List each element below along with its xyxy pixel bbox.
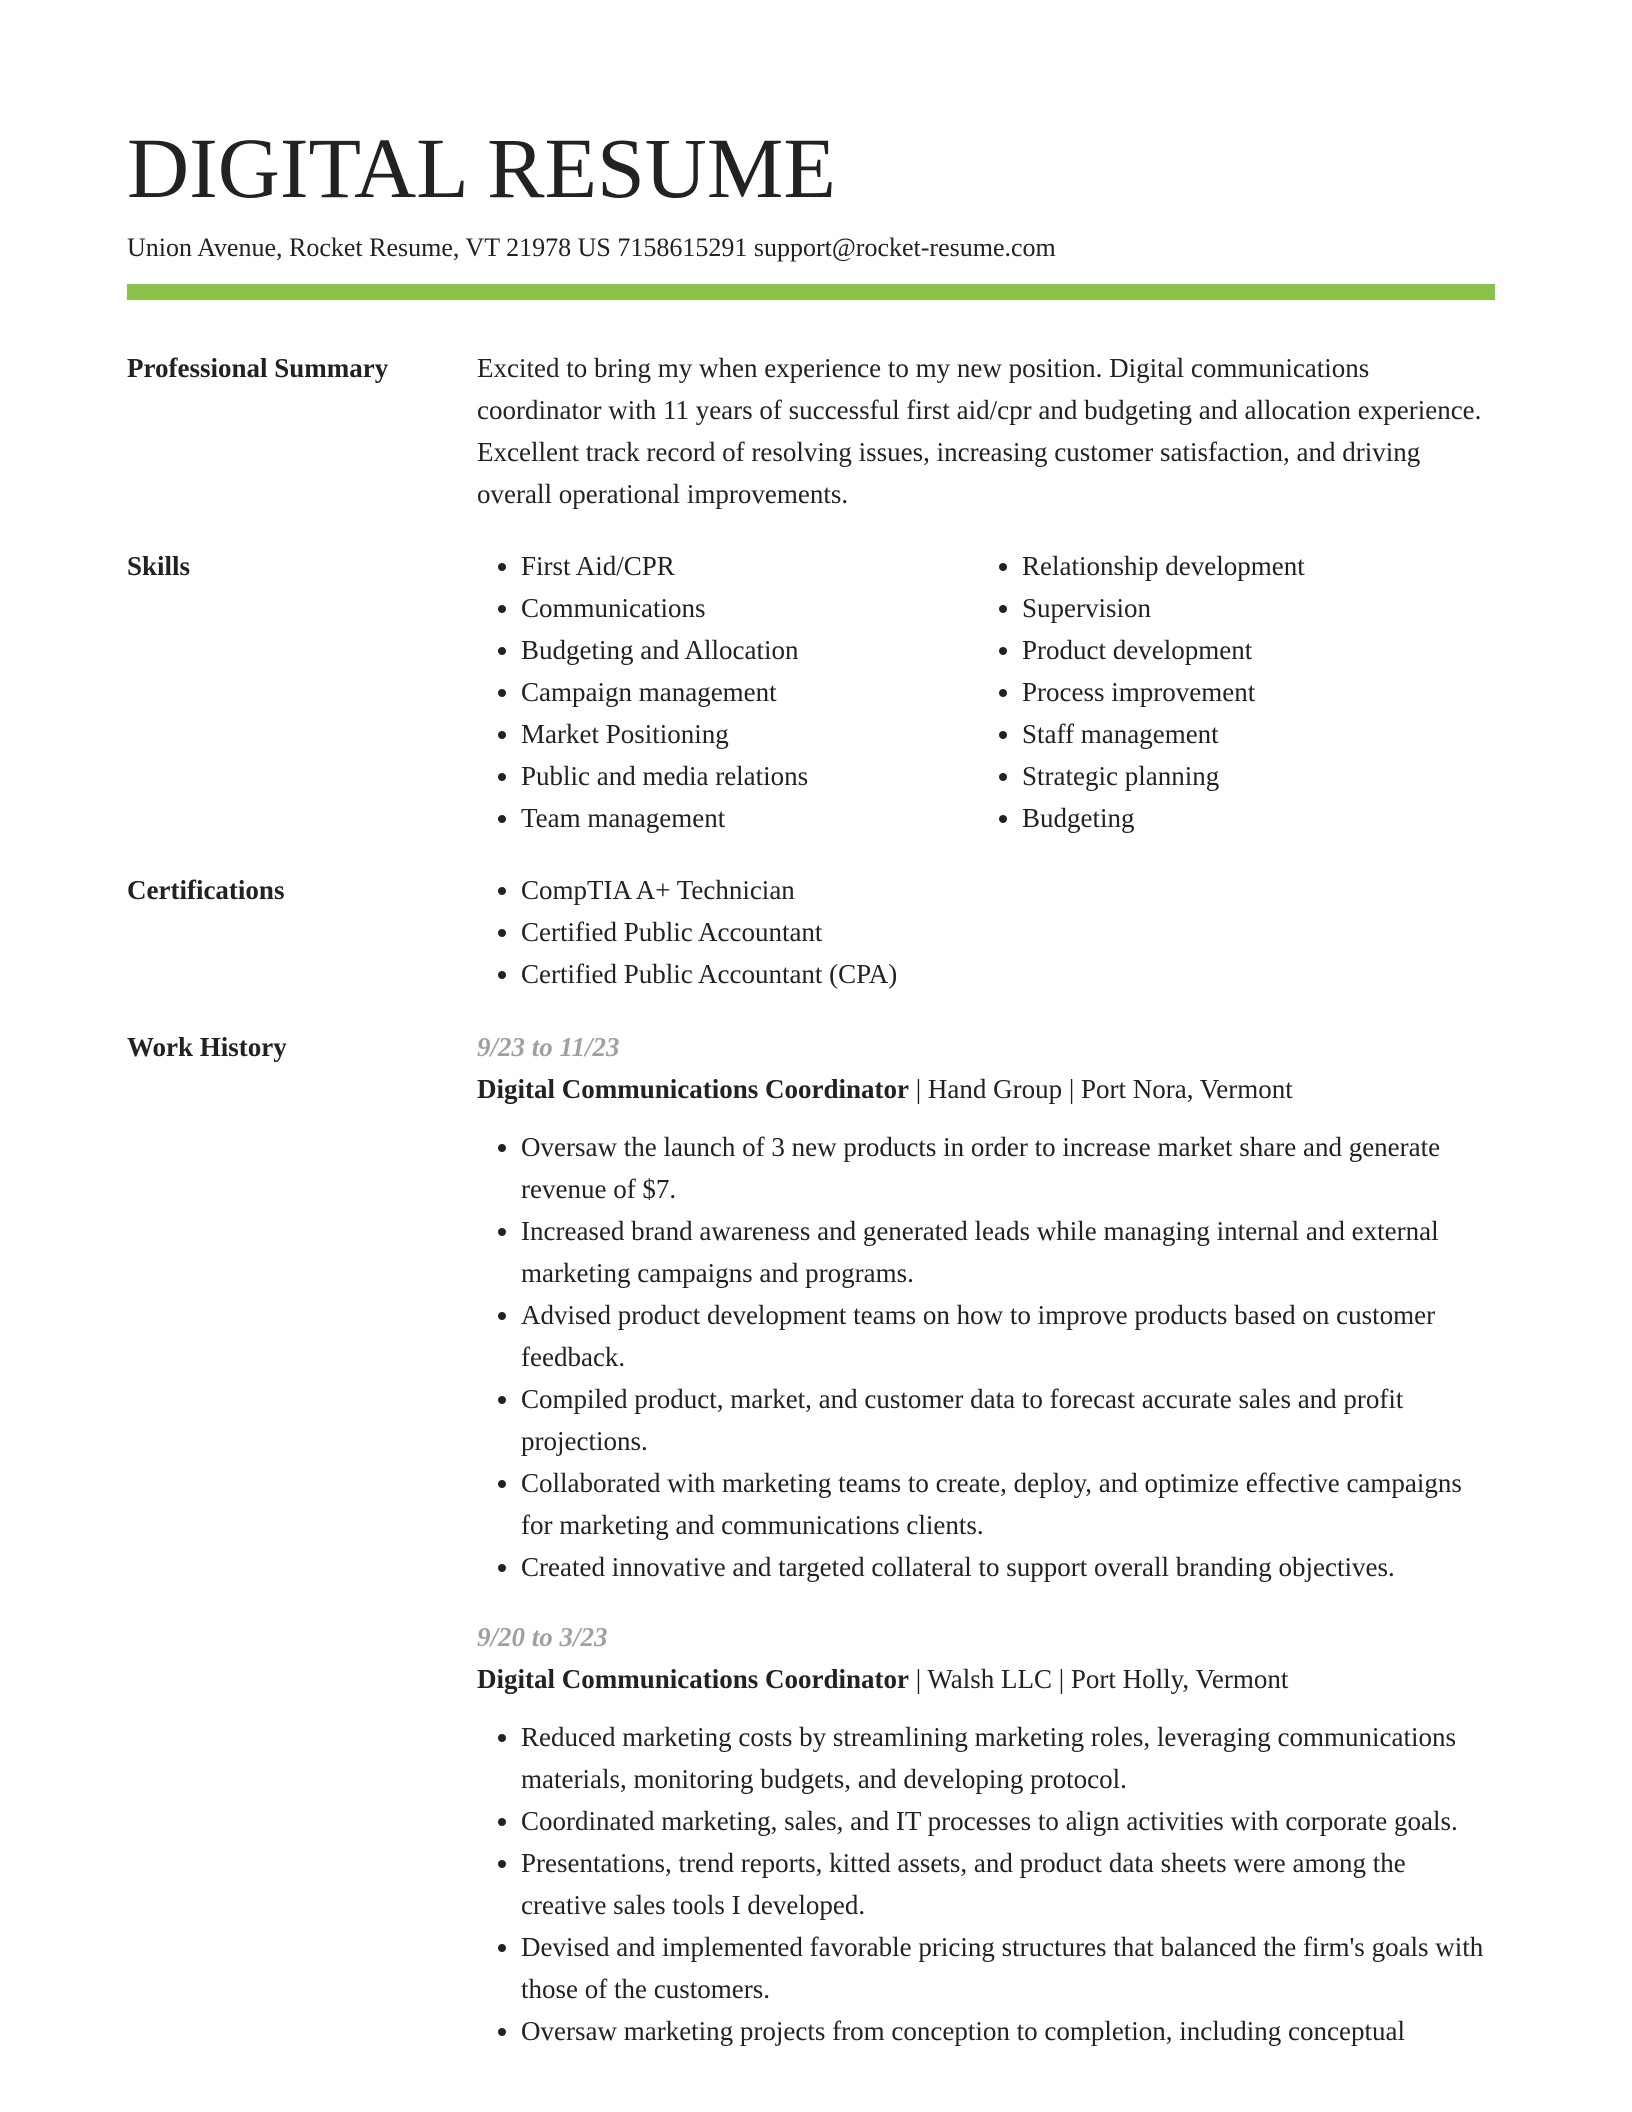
skills-list-right [978,545,1305,839]
skill-item: • Staff management [1022,713,1305,755]
certifications-list [477,869,1495,995]
job-heading [477,1068,1495,1110]
skills-list-left [477,545,808,839]
job-bullet: • Oversaw marketing projects from conception to completion, including conceptual [521,2010,1495,2052]
job-dates: 9/20 to 3/23 [477,1622,608,1652]
resume-name: DIGITAL RESUME [127,120,836,216]
skill-item: • Public and media relations [521,755,808,797]
job-bullets [477,1126,1495,1588]
job-employer-location: | Walsh LLC | Port Holly, Vermont [909,1664,1289,1694]
job-title: Digital Communications Coordinator [477,1664,909,1694]
job-entry [477,1026,1495,1588]
contact-line: Union Avenue, Rocket Resume, VT 21978 US 7158615291 support@rocket-resume.com [127,233,1056,262]
skill-item: • Process improvement [1022,671,1305,713]
skill-item: • Budgeting and Allocation [521,629,808,671]
job-bullets [477,1716,1495,2052]
skill-item: • Team management [521,797,808,839]
job-entry [477,1616,1495,2052]
certification-item: • Certified Public Accountant (CPA) [521,953,1495,995]
job-bullet: • Presentations, trend reports, kitted assets, and product data sheets were among the creative sales tools I developed. [521,1842,1495,1926]
skills-heading: Skills [127,551,191,581]
skill-item: • Budgeting [1022,797,1305,839]
summary-text: Excited to bring my when experience to my new position. Digital communications coordinator with 11 years of successful first aid/cpr and budgeting and allocation experience. Excellent track record of resolving issues, increasing customer satisfaction, and driving overall operational improvements. [477,353,1482,509]
job-bullet: • Compiled product, market, and customer data to forecast accurate sales and profit projections. [521,1378,1495,1462]
job-heading [477,1658,1495,1700]
certification-item: • CompTIA A+ Technician [521,869,1495,911]
skill-item: • First Aid/CPR [521,545,808,587]
certification-item: • Certified Public Accountant [521,911,1495,953]
certifications-section [477,869,1495,995]
job-dates: 9/23 to 11/23 [477,1032,620,1062]
work-history-heading: Work History [127,1032,287,1062]
job-bullet: • Reduced marketing costs by streamlining marketing roles, leveraging communications materials, monitoring budgets, and developing protocol. [521,1716,1495,1800]
skill-item: • Relationship development [1022,545,1305,587]
header-divider [127,284,1495,300]
summary-heading: Professional Summary [127,353,389,383]
job-employer-location: | Hand Group | Port Nora, Vermont [909,1074,1293,1104]
job-bullet: • Collaborated with marketing teams to create, deploy, and optimize effective campaigns for marketing and communications clients. [521,1462,1495,1546]
skill-item: • Campaign management [521,671,808,713]
job-title: Digital Communications Coordinator [477,1074,909,1104]
job-bullet: • Devised and implemented favorable pricing structures that balanced the firm's goals with those of the customers. [521,1926,1495,2010]
certifications-heading: Certifications [127,875,285,905]
skill-item: • Strategic planning [1022,755,1305,797]
skills-section [477,545,1495,839]
job-bullet: • Increased brand awareness and generated leads while managing internal and external marketing campaigns and programs. [521,1210,1495,1294]
skill-item: • Market Positioning [521,713,808,755]
job-bullet: • Oversaw the launch of 3 new products in order to increase market share and generate revenue of $7. [521,1126,1495,1210]
job-bullet: • Advised product development teams on how to improve products based on customer feedback. [521,1294,1495,1378]
skill-item: • Product development [1022,629,1305,671]
skill-item: • Supervision [1022,587,1305,629]
job-bullet: • Created innovative and targeted collateral to support overall branding objectives. [521,1546,1495,1588]
job-bullet: • Coordinated marketing, sales, and IT processes to align activities with corporate goals. [521,1800,1495,1842]
summary-section [477,347,1495,515]
skill-item: • Communications [521,587,808,629]
